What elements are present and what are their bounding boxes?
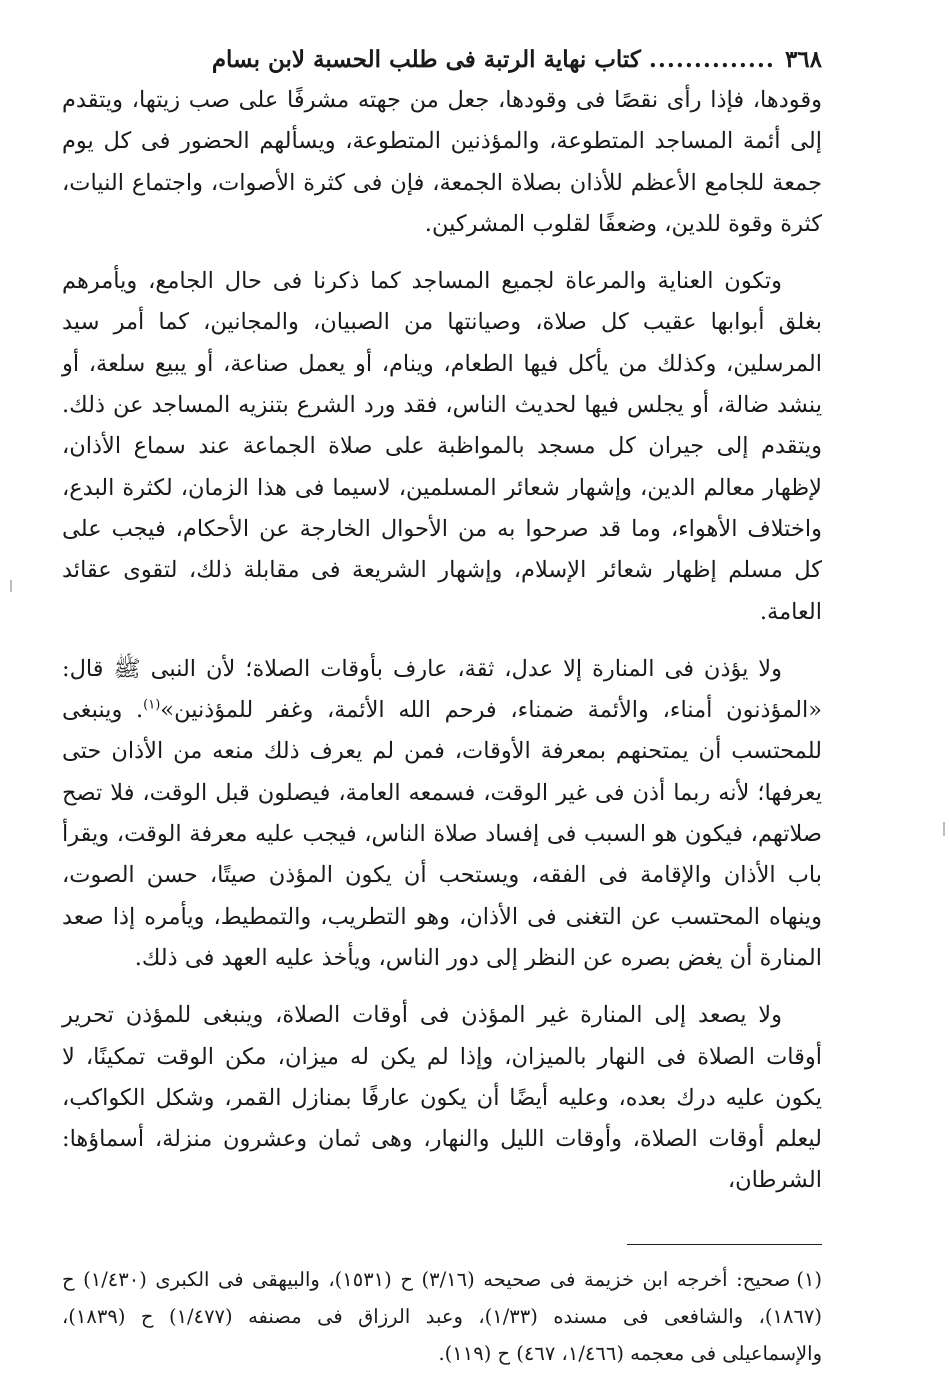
page-header	[62, 40, 822, 80]
footnote-number: (١)	[796, 1267, 823, 1291]
paragraph-3	[62, 649, 822, 979]
header-leader-dots: ..............	[648, 46, 775, 73]
book-page	[62, 40, 822, 1372]
paragraph-1: وقودها، فإذا رأى نقصًا فى وقودها، جعل من جهته مشرفًا على صب زيتها، ويتقدم إلى أئمة المساجد المتطوعة، والمؤذنين المتطوعة، ويسألهم الحضور فى كل يوم جمعة للجامع الأعظم للأذان بصلاة الجمعة، فإن فى كثرة الأصوات، واجتماع النيات، كثرة وقوة للدين، وضعفًا لقلوب المشركين.	[62, 87, 822, 237]
paragraph-3-text-a: ولا يؤذن فى المنارة إلا عدل، ثقة، عارف بأوقات الصلاة؛ لأن النبى ﷺ قال: «المؤذنون أمناء، والأئمة ضمناء، فرحم الله الأئمة، وغفر للمؤذنين»	[62, 655, 823, 724]
footnote-1	[62, 1261, 822, 1372]
margin-tick-left	[10, 580, 12, 592]
margin-tick-right	[943, 822, 945, 836]
footnote-reference-1[interactable]: (١)	[143, 697, 161, 713]
running-title: كتاب نهاية الرتبة فى طلب الحسبة لابن بسام	[211, 46, 641, 73]
paragraph-4: ولا يصعد إلى المنارة غير المؤذن فى أوقات الصلاة، وينبغى للمؤذن تحرير أوقات الصلاة فى النهار بالميزان، وإذا لم يكن له ميزان، مكن الوقت تمكينًا، لا يكون عليه درك بعده، وعليه أيضًا أن يكون عارفًا بمنازل القمر، وشكل الكواكب، ليعلم أوقات الصلاة، وأوقات الليل والنهار، وهى ثمان وعشرون منزلة، أسماؤها: الشرطان،	[62, 1002, 822, 1194]
paragraph-3-text-b: . وينبغى للمحتسب أن يمتحنهم بمعرفة الأوقات، فمن لم يعرف ذلك منعه من الأذان حتى يعرفها؛ لأنه ربما أذن فى غير الوقت، فسمعه العامة، فيصلون قبل الوقت، فلا تصح صلاتهم، فيكون هو السبب فى إفساد صلاة الناس، فيجب عليه معرفة الوقت، ويقرأ باب الأذان والإقامة فى الفقه، ويستحب أن يكون المؤذن صيتًا، حسن الصوت، وينهاه المحتسب عن التغنى فى الأذان، وهو التطريب، والتمطيط، ويأمره إذا صعد المنارة أن يغض بصره عن النظر إلى دور الناس، ويأخذ عليه العهد فى ذلك.	[62, 697, 822, 971]
page-number: ٣٦٨	[784, 46, 822, 73]
footnote-separator-wrap	[62, 1218, 822, 1261]
paragraph-2: وتكون العناية والمرعاة لجميع المساجد كما ذكرنا فى حال الجامع، ويأمرهم بغلق أبوابها عقيب كل صلاة، وصيانتها من الصبيان، والمجانين، كما أمر سيد المرسلين، وكذلك من يأكل فيها الطعام، وينام، أو يعمل صناعة، أو يبيع سلعة، أو ينشد ضالة، أو يجلس فيها لحديث الناس، فقد ورد الشرع بتنزيه المساجد عن ذلك. ويتقدم إلى جيران كل مسجد بالمواظبة على صلاة الجماعة عند سماع الأذان، لإظهار معالم الدين، وإشهار شعائر المسلمين، لاسيما فى هذا الزمان، لكثرة البدع، واختلاف الأهواء، وما قد صرحوا به من الأحوال الخارجة عن الأحكام، فيجب على كل مسلم إظهار شعائر الإسلام، وإشهار الشريعة فى مقابلة ذلك، لتقوى عقائد العامة.	[62, 268, 822, 625]
footnote-text: صحيح: أخرجه ابن خزيمة فى صحيحه (٣/١٦) ح (١٥٣١)، والبيهقى فى الكبرى (١/٤٣٠) ح (١٨٦٧)، والشافعى فى مسنده (١/٣٣)، وعبد الرزاق فى مصنفه (١/٤٧٧) ح (١٨٣٩)، والإسماعيلى فى معجمه (١/٤٦٦، ٤٦٧) ح (١١٩).	[62, 1267, 823, 1365]
footnote-separator	[627, 1244, 822, 1245]
footnotes	[62, 1261, 822, 1372]
